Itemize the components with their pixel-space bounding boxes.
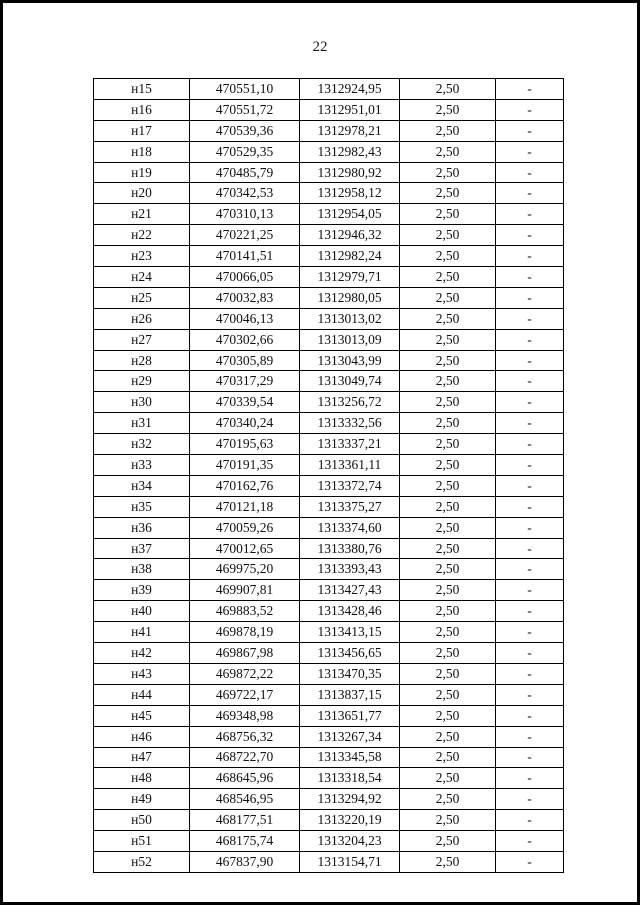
cell-precision: 2,50 xyxy=(400,434,496,455)
table-row xyxy=(94,538,564,559)
cell-precision: 2,50 xyxy=(400,580,496,601)
cell-point: н29 xyxy=(94,371,190,392)
cell-note: - xyxy=(496,601,564,622)
cell-x: 470551,10 xyxy=(190,79,300,100)
cell-point: н30 xyxy=(94,392,190,413)
cell-point: н16 xyxy=(94,99,190,120)
cell-precision: 2,50 xyxy=(400,851,496,872)
cell-x: 469975,20 xyxy=(190,559,300,580)
cell-note: - xyxy=(496,705,564,726)
cell-x: 470162,76 xyxy=(190,475,300,496)
cell-note: - xyxy=(496,559,564,580)
cell-note: - xyxy=(496,517,564,538)
cell-x: 470340,24 xyxy=(190,413,300,434)
cell-precision: 2,50 xyxy=(400,183,496,204)
cell-x: 470342,53 xyxy=(190,183,300,204)
cell-note: - xyxy=(496,350,564,371)
table-row xyxy=(94,204,564,225)
cell-x: 468645,96 xyxy=(190,768,300,789)
cell-point: н50 xyxy=(94,810,190,831)
cell-precision: 2,50 xyxy=(400,831,496,852)
cell-point: н43 xyxy=(94,663,190,684)
cell-precision: 2,50 xyxy=(400,371,496,392)
table-row xyxy=(94,768,564,789)
cell-x: 470310,13 xyxy=(190,204,300,225)
cell-precision: 2,50 xyxy=(400,789,496,810)
cell-note: - xyxy=(496,141,564,162)
cell-note: - xyxy=(496,225,564,246)
table-row xyxy=(94,413,564,434)
cell-y: 1312946,32 xyxy=(300,225,400,246)
cell-x: 469348,98 xyxy=(190,705,300,726)
cell-point: н35 xyxy=(94,496,190,517)
cell-precision: 2,50 xyxy=(400,705,496,726)
cell-x: 470305,89 xyxy=(190,350,300,371)
cell-y: 1313375,27 xyxy=(300,496,400,517)
cell-x: 470551,72 xyxy=(190,99,300,120)
cell-precision: 2,50 xyxy=(400,287,496,308)
cell-y: 1313837,15 xyxy=(300,684,400,705)
cell-y: 1312982,24 xyxy=(300,246,400,267)
table-row xyxy=(94,308,564,329)
cell-precision: 2,50 xyxy=(400,475,496,496)
cell-y: 1313345,58 xyxy=(300,747,400,768)
cell-x: 470141,51 xyxy=(190,246,300,267)
cell-precision: 2,50 xyxy=(400,747,496,768)
table-row xyxy=(94,810,564,831)
cell-note: - xyxy=(496,99,564,120)
cell-point: н49 xyxy=(94,789,190,810)
cell-y: 1313043,99 xyxy=(300,350,400,371)
cell-x: 470302,66 xyxy=(190,329,300,350)
cell-point: н42 xyxy=(94,643,190,664)
cell-x: 468722,70 xyxy=(190,747,300,768)
cell-x: 470195,63 xyxy=(190,434,300,455)
table-row xyxy=(94,371,564,392)
cell-x: 467837,90 xyxy=(190,851,300,872)
cell-x: 469878,19 xyxy=(190,622,300,643)
cell-note: - xyxy=(496,267,564,288)
cell-note: - xyxy=(496,747,564,768)
table-row xyxy=(94,622,564,643)
cell-point: н46 xyxy=(94,726,190,747)
cell-y: 1313470,35 xyxy=(300,663,400,684)
cell-y: 1313413,15 xyxy=(300,622,400,643)
cell-point: н26 xyxy=(94,308,190,329)
table-row xyxy=(94,329,564,350)
cell-note: - xyxy=(496,434,564,455)
table-row xyxy=(94,287,564,308)
cell-note: - xyxy=(496,851,564,872)
cell-note: - xyxy=(496,643,564,664)
cell-y: 1312979,71 xyxy=(300,267,400,288)
cell-precision: 2,50 xyxy=(400,643,496,664)
table-row xyxy=(94,392,564,413)
cell-y: 1313427,43 xyxy=(300,580,400,601)
cell-x: 469867,98 xyxy=(190,643,300,664)
cell-x: 469872,22 xyxy=(190,663,300,684)
cell-precision: 2,50 xyxy=(400,246,496,267)
cell-note: - xyxy=(496,204,564,225)
cell-point: н44 xyxy=(94,684,190,705)
cell-precision: 2,50 xyxy=(400,225,496,246)
cell-x: 470046,13 xyxy=(190,308,300,329)
cell-note: - xyxy=(496,183,564,204)
coordinates-table xyxy=(93,78,564,873)
cell-precision: 2,50 xyxy=(400,329,496,350)
cell-x: 469907,81 xyxy=(190,580,300,601)
table-row xyxy=(94,455,564,476)
cell-y: 1312951,01 xyxy=(300,99,400,120)
cell-y: 1312924,95 xyxy=(300,79,400,100)
cell-y: 1313294,92 xyxy=(300,789,400,810)
cell-point: н18 xyxy=(94,141,190,162)
cell-y: 1312978,21 xyxy=(300,120,400,141)
cell-note: - xyxy=(496,831,564,852)
cell-x: 468177,51 xyxy=(190,810,300,831)
cell-point: н39 xyxy=(94,580,190,601)
cell-y: 1313393,43 xyxy=(300,559,400,580)
cell-y: 1313361,11 xyxy=(300,455,400,476)
table-row xyxy=(94,225,564,246)
cell-x: 470066,05 xyxy=(190,267,300,288)
cell-point: н34 xyxy=(94,475,190,496)
cell-note: - xyxy=(496,684,564,705)
cell-point: н21 xyxy=(94,204,190,225)
cell-x: 470012,65 xyxy=(190,538,300,559)
cell-x: 470529,35 xyxy=(190,141,300,162)
cell-point: н27 xyxy=(94,329,190,350)
cell-x: 468175,74 xyxy=(190,831,300,852)
cell-x: 470121,18 xyxy=(190,496,300,517)
table-row xyxy=(94,663,564,684)
table-row xyxy=(94,183,564,204)
cell-y: 1313013,02 xyxy=(300,308,400,329)
table-row xyxy=(94,246,564,267)
cell-precision: 2,50 xyxy=(400,308,496,329)
cell-x: 470059,26 xyxy=(190,517,300,538)
table-row xyxy=(94,350,564,371)
cell-point: н28 xyxy=(94,350,190,371)
cell-y: 1312954,05 xyxy=(300,204,400,225)
table-row xyxy=(94,517,564,538)
cell-x: 470191,35 xyxy=(190,455,300,476)
cell-point: н37 xyxy=(94,538,190,559)
cell-precision: 2,50 xyxy=(400,267,496,288)
table-row xyxy=(94,705,564,726)
cell-x: 470221,25 xyxy=(190,225,300,246)
cell-point: н20 xyxy=(94,183,190,204)
cell-note: - xyxy=(496,246,564,267)
table-row xyxy=(94,141,564,162)
table-row xyxy=(94,789,564,810)
table-row xyxy=(94,434,564,455)
cell-point: н24 xyxy=(94,267,190,288)
cell-precision: 2,50 xyxy=(400,726,496,747)
cell-y: 1313380,76 xyxy=(300,538,400,559)
cell-precision: 2,50 xyxy=(400,455,496,476)
cell-y: 1312980,05 xyxy=(300,287,400,308)
cell-y: 1313013,09 xyxy=(300,329,400,350)
cell-note: - xyxy=(496,726,564,747)
cell-point: н36 xyxy=(94,517,190,538)
cell-y: 1313456,65 xyxy=(300,643,400,664)
table-row xyxy=(94,162,564,183)
cell-x: 469883,52 xyxy=(190,601,300,622)
table-row xyxy=(94,99,564,120)
table-row xyxy=(94,747,564,768)
table-row xyxy=(94,475,564,496)
cell-note: - xyxy=(496,663,564,684)
cell-note: - xyxy=(496,392,564,413)
cell-precision: 2,50 xyxy=(400,663,496,684)
cell-point: н52 xyxy=(94,851,190,872)
cell-y: 1313318,54 xyxy=(300,768,400,789)
cell-x: 468756,32 xyxy=(190,726,300,747)
cell-y: 1312958,12 xyxy=(300,183,400,204)
cell-y: 1312980,92 xyxy=(300,162,400,183)
cell-note: - xyxy=(496,622,564,643)
cell-y: 1313256,72 xyxy=(300,392,400,413)
cell-point: н22 xyxy=(94,225,190,246)
cell-precision: 2,50 xyxy=(400,120,496,141)
cell-precision: 2,50 xyxy=(400,768,496,789)
cell-point: н19 xyxy=(94,162,190,183)
cell-point: н40 xyxy=(94,601,190,622)
cell-precision: 2,50 xyxy=(400,350,496,371)
cell-y: 1313337,21 xyxy=(300,434,400,455)
cell-y: 1312982,43 xyxy=(300,141,400,162)
cell-precision: 2,50 xyxy=(400,601,496,622)
cell-precision: 2,50 xyxy=(400,204,496,225)
cell-precision: 2,50 xyxy=(400,162,496,183)
cell-note: - xyxy=(496,768,564,789)
cell-y: 1313372,74 xyxy=(300,475,400,496)
cell-x: 470032,83 xyxy=(190,287,300,308)
cell-point: н25 xyxy=(94,287,190,308)
cell-precision: 2,50 xyxy=(400,99,496,120)
cell-note: - xyxy=(496,580,564,601)
cell-precision: 2,50 xyxy=(400,517,496,538)
cell-precision: 2,50 xyxy=(400,413,496,434)
cell-precision: 2,50 xyxy=(400,392,496,413)
cell-note: - xyxy=(496,475,564,496)
table-row xyxy=(94,851,564,872)
table-row xyxy=(94,120,564,141)
table-row xyxy=(94,79,564,100)
cell-y: 1313651,77 xyxy=(300,705,400,726)
table-row xyxy=(94,580,564,601)
cell-point: н15 xyxy=(94,79,190,100)
table-row xyxy=(94,267,564,288)
cell-point: н41 xyxy=(94,622,190,643)
cell-x: 468546,95 xyxy=(190,789,300,810)
cell-note: - xyxy=(496,413,564,434)
cell-point: н23 xyxy=(94,246,190,267)
cell-point: н33 xyxy=(94,455,190,476)
cell-precision: 2,50 xyxy=(400,559,496,580)
cell-point: н31 xyxy=(94,413,190,434)
cell-x: 470339,54 xyxy=(190,392,300,413)
cell-y: 1313332,56 xyxy=(300,413,400,434)
cell-point: н51 xyxy=(94,831,190,852)
cell-note: - xyxy=(496,79,564,100)
cell-note: - xyxy=(496,810,564,831)
cell-note: - xyxy=(496,496,564,517)
cell-y: 1313049,74 xyxy=(300,371,400,392)
table-row xyxy=(94,726,564,747)
cell-precision: 2,50 xyxy=(400,622,496,643)
cell-y: 1313204,23 xyxy=(300,831,400,852)
cell-x: 470317,29 xyxy=(190,371,300,392)
table-row xyxy=(94,684,564,705)
cell-note: - xyxy=(496,789,564,810)
cell-y: 1313374,60 xyxy=(300,517,400,538)
cell-precision: 2,50 xyxy=(400,141,496,162)
cell-precision: 2,50 xyxy=(400,684,496,705)
cell-precision: 2,50 xyxy=(400,496,496,517)
cell-precision: 2,50 xyxy=(400,810,496,831)
cell-x: 470485,79 xyxy=(190,162,300,183)
cell-y: 1313267,34 xyxy=(300,726,400,747)
cell-point: н48 xyxy=(94,768,190,789)
cell-y: 1313154,71 xyxy=(300,851,400,872)
cell-point: н45 xyxy=(94,705,190,726)
cell-x: 469722,17 xyxy=(190,684,300,705)
cell-point: н17 xyxy=(94,120,190,141)
cell-point: н38 xyxy=(94,559,190,580)
cell-note: - xyxy=(496,329,564,350)
cell-precision: 2,50 xyxy=(400,538,496,559)
table-row xyxy=(94,643,564,664)
cell-note: - xyxy=(496,120,564,141)
table-row xyxy=(94,831,564,852)
coordinates-table-body xyxy=(94,79,564,873)
cell-point: н47 xyxy=(94,747,190,768)
table-row xyxy=(94,496,564,517)
cell-y: 1313428,46 xyxy=(300,601,400,622)
table-row xyxy=(94,601,564,622)
cell-point: н32 xyxy=(94,434,190,455)
page-number: 22 xyxy=(312,39,328,55)
table-row xyxy=(94,559,564,580)
cell-note: - xyxy=(496,455,564,476)
cell-precision: 2,50 xyxy=(400,79,496,100)
cell-note: - xyxy=(496,162,564,183)
cell-note: - xyxy=(496,287,564,308)
cell-note: - xyxy=(496,308,564,329)
cell-y: 1313220,19 xyxy=(300,810,400,831)
cell-x: 470539,36 xyxy=(190,120,300,141)
cell-note: - xyxy=(496,371,564,392)
cell-note: - xyxy=(496,538,564,559)
